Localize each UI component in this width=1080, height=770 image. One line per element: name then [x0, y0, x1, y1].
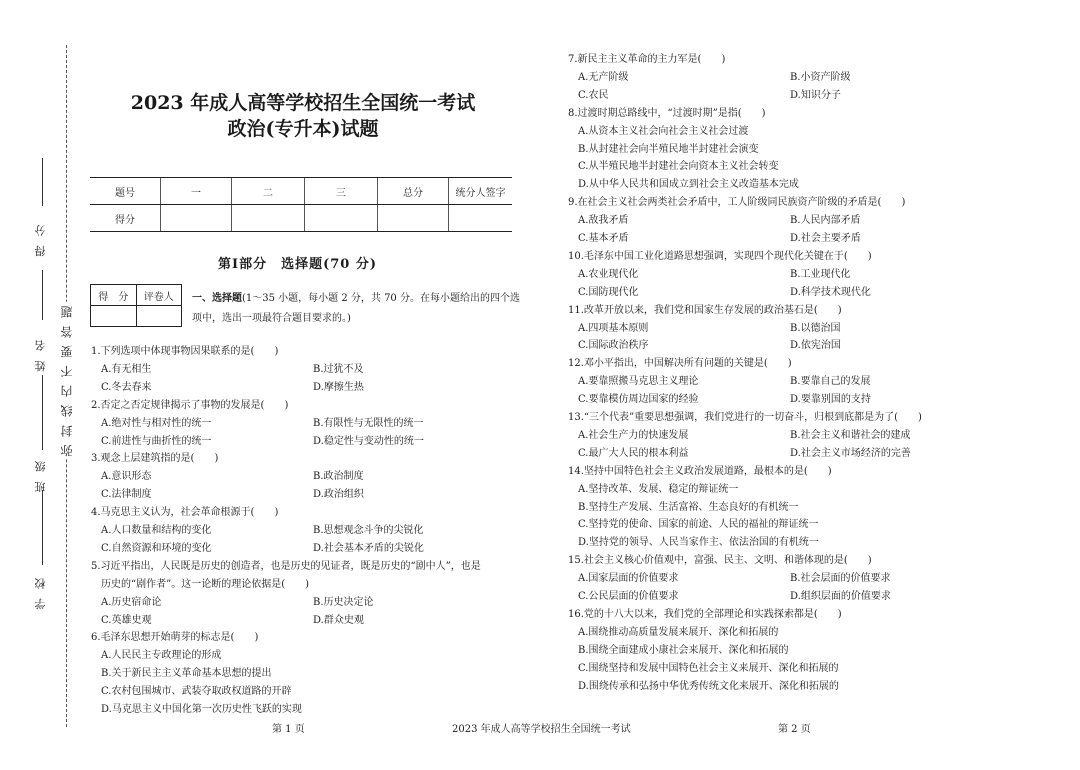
question-option: B.工业现代化: [790, 268, 851, 280]
question-stem: 历史的“剧作者”。这一论断的理论依据是( ): [101, 578, 310, 590]
question-option: C.自然资源和环境的变化: [101, 542, 212, 554]
question-option: B.社会主义和谐社会的建成: [790, 429, 911, 441]
question-option: C.农民: [578, 89, 609, 101]
question-option: D.社会主义市场经济的完善: [790, 447, 911, 459]
question-stem: 6.毛泽东思想开始萌芽的标志是( ): [91, 632, 259, 644]
score-cell[interactable]: [378, 205, 449, 232]
question-option: C.最广大人民的根本利益: [578, 447, 689, 459]
question-option: B.坚持生产发展、生活富裕、生态良好的有机统一: [578, 501, 799, 513]
question-option: B.从封建社会向半殖民地半封建社会演变: [578, 143, 759, 155]
question-option: A.有无相生: [101, 363, 152, 375]
question-option: B.历史决定论: [313, 596, 374, 608]
question-stem: 15.社会主义核心价值观中，富强、民主、文明、和谐体现的是( ): [568, 555, 872, 567]
class-blank-line: [42, 375, 43, 450]
question-option: C.国防现代化: [578, 286, 639, 298]
question-option: B.人民内部矛盾: [790, 215, 861, 227]
score-table-header-row: [90, 178, 512, 205]
question-option: B.社会层面的价值要求: [790, 573, 891, 585]
question-stem: 10.毛泽东中国工业化道路思想强调，实现四个现代化关键在于( ): [568, 250, 872, 262]
question-option: B.小资产阶级: [790, 71, 851, 83]
question-option: B.过犹不及: [313, 363, 364, 375]
question-stem: 11.改革开放以来，我们党和国家生存发展的政治基石是( ): [568, 304, 842, 316]
grader-name-cell[interactable]: [136, 306, 182, 327]
question-option: A.围绕推动高质量发展来展开、深化和拓展的: [578, 626, 779, 638]
question-option: A.农业现代化: [578, 268, 639, 280]
school-blank-line: [42, 490, 43, 565]
question-option: A.人民民主专政理论的形成: [101, 650, 222, 662]
question-option: D.知识分子: [790, 89, 841, 101]
page-number-right: 第 2 页: [778, 724, 811, 735]
question-option: A.四项基本原则: [578, 322, 649, 334]
question-option: A.绝对性与相对性的统一: [101, 417, 212, 429]
score-cell[interactable]: [232, 205, 305, 232]
question-option: D.马克思主义中国化第一次历史性飞跃的实现: [101, 704, 302, 715]
question-option: C.冬去春来: [101, 381, 152, 393]
question-option: B.围绕全面建成小康社会来展开、深化和拓展的: [578, 644, 789, 656]
question-option: B.思想观念斗争的尖锐化: [313, 525, 424, 536]
question-option: C.国际政治秩序: [578, 340, 649, 352]
question-option: A.要靠照搬马克思主义理论: [578, 376, 699, 388]
score-cell[interactable]: [449, 205, 513, 232]
exam-title: 2023 年成人高等学校招生全国统一考试: [130, 92, 476, 114]
question-option: D.社会基本矛盾的尖锐化: [313, 542, 424, 554]
score-table-row: [90, 205, 512, 232]
question-option: B.以德治国: [790, 322, 841, 334]
score-blank-line: [42, 158, 43, 206]
question-option: D.社会主要矛盾: [790, 233, 861, 244]
question-option: C.从半殖民地半封建社会向资本主义社会转变: [578, 161, 779, 173]
score-row-label: 得分: [90, 205, 161, 232]
question-option: D.稳定性与变动性的统一: [313, 435, 424, 447]
question-option: D.围绕传承和弘扬中华优秀传统文化来展开、深化和拓展的: [578, 680, 839, 692]
score-table-header: 总分: [378, 178, 449, 205]
question-stem: 8.过渡时期总路线中，“过渡时期”是指( ): [568, 107, 766, 119]
binding-notice: 弥 封 线 内 不 要 答 题: [60, 304, 74, 457]
score-table-header: 三: [305, 178, 378, 205]
question-option: A.人口数量和结构的变化: [101, 525, 212, 536]
question-option: A.历史宿命论: [101, 596, 162, 608]
binding-name-label: 姓 名: [34, 337, 47, 372]
question-stem: 2.否定之否定规律揭示了事物的发展是( ): [91, 399, 289, 411]
question-option: D.依宪治国: [790, 340, 841, 352]
grader-score-label: 得 分: [91, 285, 137, 306]
question-option: A.社会生产力的快速发展: [578, 429, 689, 441]
question-option: C.法律制度: [101, 489, 152, 501]
question-stem: 5.习近平指出，人民既是历史的创造者，也是历史的见证者，既是历史的“剧中人”，也是: [91, 560, 481, 572]
score-table-header: 题号: [90, 178, 161, 205]
question-stem: 1.下列选项中体现事物因果联系的是( ): [91, 346, 279, 357]
question-option: C.围绕坚持和发展中国特色社会主义来展开、深化和拓展的: [578, 662, 839, 674]
question-option: C.农村包围城市、武装夺取政权道路的开辟: [101, 686, 292, 698]
section-title: 一、选择题: [192, 293, 242, 304]
question-option: C.英雄史观: [101, 614, 152, 626]
binding-class-label: 班 级: [34, 458, 47, 493]
footer-center-text: 2023 年成人高等学校招生全国统一考试: [452, 724, 631, 735]
question-option: B.有限性与无限性的统一: [313, 417, 424, 429]
question-option: B.关于新民主主义革命基本思想的提出: [101, 668, 272, 680]
binding-score-label: 得 分: [34, 222, 47, 257]
score-table-header: 统分人签字: [449, 178, 513, 205]
section-header: [192, 289, 522, 329]
part1-title: 第Ⅰ部分 选择题(70 分): [218, 257, 377, 272]
question-option: A.坚持改革、发展、稳定的辩证统一: [578, 483, 739, 495]
question-stem: 14.坚持中国特色社会主义政治发展道路，最根本的是( ): [568, 465, 832, 477]
question-option: D.要靠别国的支持: [790, 394, 871, 406]
question-option: D.群众史观: [313, 614, 364, 626]
question-stem: 16.党的十八大以来，我们党的全部理论和实践探索都是( ): [568, 608, 842, 620]
question-option: B.要靠自己的发展: [790, 376, 871, 388]
grader-name-label: 评卷人: [136, 285, 182, 306]
question-stem: 3.观念上层建筑指的是( ): [91, 453, 219, 465]
page-number-left: 第 1 页: [272, 724, 305, 735]
question-option: C.要靠模仿周边国家的经验: [578, 394, 699, 406]
question-option: D.政治组织: [313, 489, 364, 501]
question-stem: 7.新民主主义革命的主力军是( ): [568, 54, 726, 65]
exam-subtitle: 政治(专升本)试题: [227, 118, 379, 140]
question-option: C.公民层面的价值要求: [578, 591, 679, 602]
score-table-header: 二: [232, 178, 305, 205]
score-cell[interactable]: [161, 205, 232, 232]
question-option: C.坚持党的使命、国家的前途、人民的福祉的辩证统一: [578, 519, 819, 531]
question-stem: 13.“三个代表”重要思想强调，我们党进行的一切奋斗，归根到底都是为了( ): [568, 412, 922, 423]
question-option: A.国家层面的价值要求: [578, 573, 679, 585]
question-option: A.意识形态: [101, 471, 152, 483]
section-desc: (1～35 小题，每小题 2 分，共 70 分。在每小题给出的四个选项中，选出一项最符合题目要求的。): [192, 293, 520, 324]
question-option: C.前进性与曲折性的统一: [101, 435, 212, 447]
question-option: A.无产阶级: [578, 71, 629, 83]
question-stem: 12.邓小平指出，中国解决所有问题的关键是( ): [568, 358, 792, 370]
question-option: A.敌我矛盾: [578, 215, 629, 227]
score-table-header: 一: [161, 178, 232, 205]
grader-score-cell[interactable]: [91, 306, 137, 327]
grader-table: [90, 284, 182, 327]
score-cell[interactable]: [305, 205, 378, 232]
question-option: D.从中华人民共和国成立到社会主义改造基本完成: [578, 179, 799, 191]
question-option: D.摩擦生热: [313, 381, 364, 393]
question-option: A.从资本主义社会向社会主义社会过渡: [578, 125, 749, 137]
question-option: B.政治制度: [313, 471, 364, 483]
question-option: C.基本矛盾: [578, 233, 629, 244]
question-stem: 4.马克思主义认为，社会革命根源于( ): [91, 507, 279, 519]
name-blank-line: [42, 270, 43, 320]
question-option: D.组织层面的价值要求: [790, 591, 891, 602]
question-option: D.科学技术现代化: [790, 286, 871, 298]
binding-school-label: 学 校: [34, 575, 47, 610]
question-stem: 9.在社会主义社会两类社会矛盾中，工人阶级同民族资产阶级的矛盾是( ): [568, 197, 906, 209]
score-table: [90, 177, 512, 232]
question-option: D.坚持党的领导、人民当家作主、依法治国的有机统一: [578, 537, 819, 549]
